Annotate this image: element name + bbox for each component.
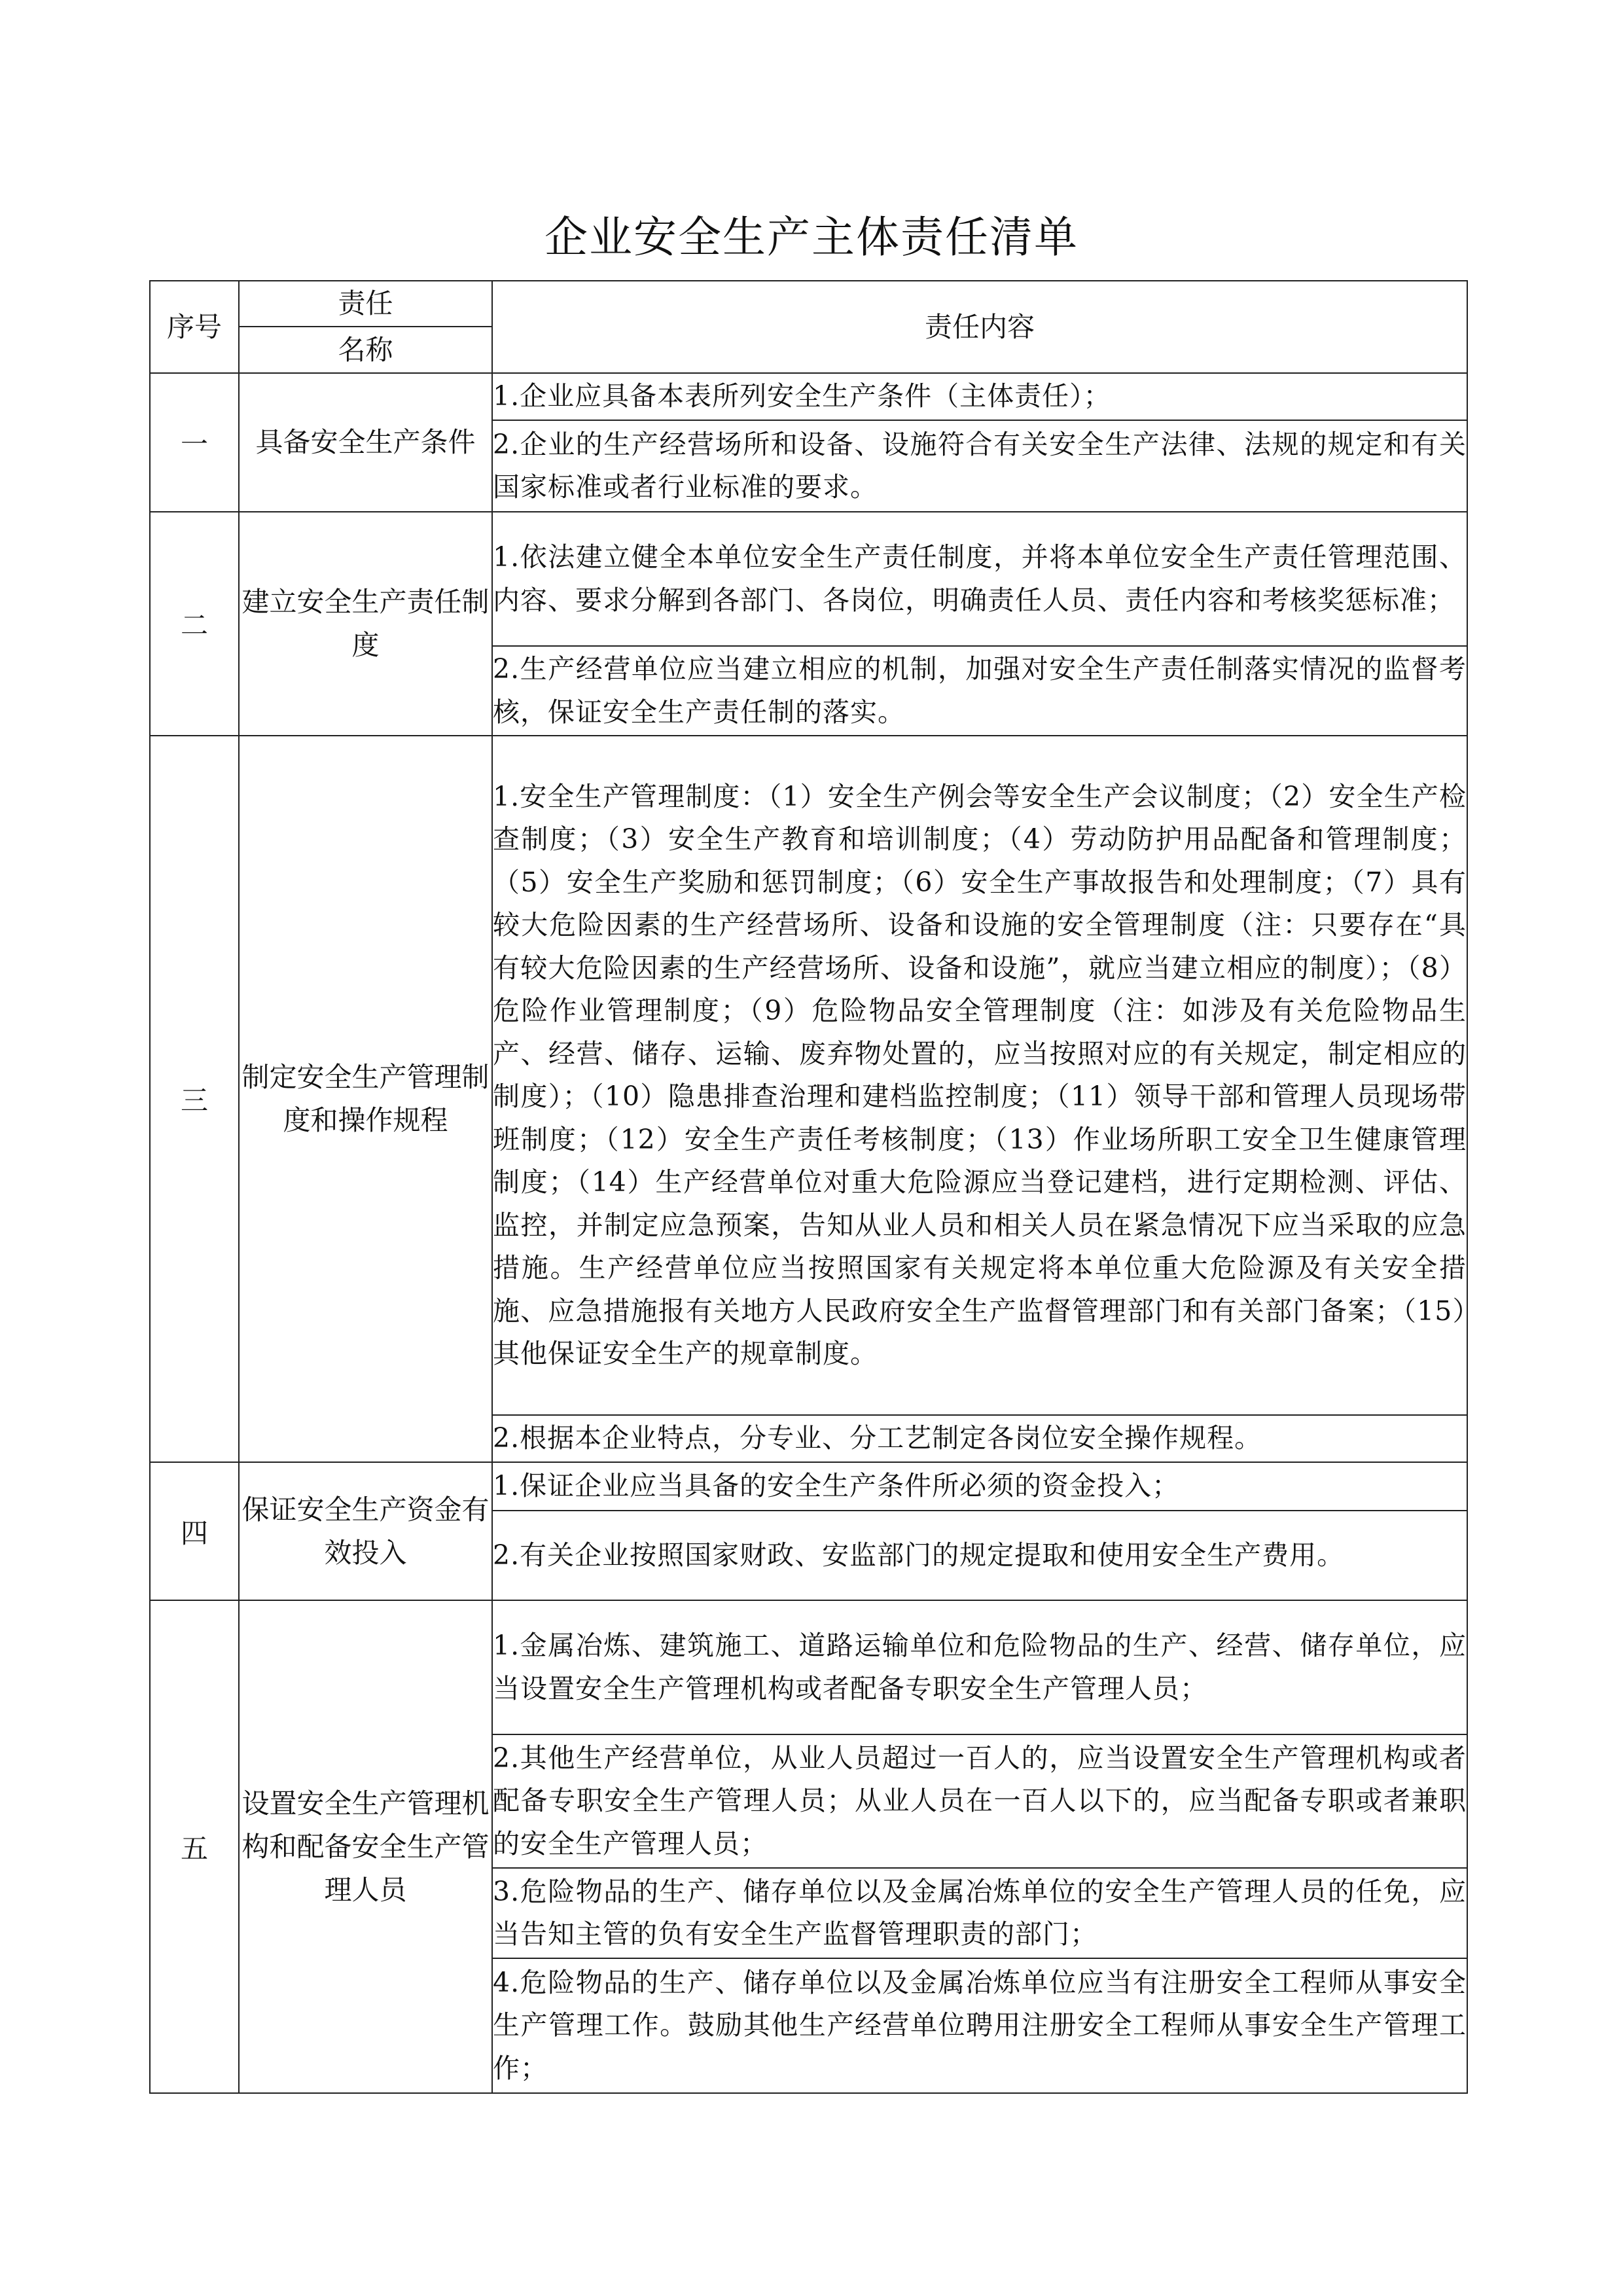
section-item: 2.其他生产经营单位，从业人员超过一百人的，应当设置安全生产管理机构或者配备专职安全生产管理人员；从业人员在一百人以下的，应当配备专职或者兼职的安全生产管理人员； — [492, 1734, 1467, 1868]
section-item: 1.金属冶炼、建筑施工、道路运输单位和危险物品的生产、经营、储存单位，应当设置安全生产管理机构或者配备专职安全生产管理人员； — [492, 1600, 1467, 1734]
responsibility-table — [149, 280, 1468, 2094]
document-title: 企业安全生产主体责任清单 — [544, 212, 1079, 262]
header-responsibility: 责任 — [239, 281, 492, 327]
section-item: 2.企业的生产经营场所和设备、设施符合有关安全生产法律、法规的规定和有关国家标准或者行业标准的要求。 — [492, 420, 1467, 512]
section-name: 保证安全生产资金有效投入 — [239, 1462, 492, 1600]
table-row — [150, 373, 1467, 420]
header-seq: 序号 — [150, 281, 239, 373]
section-item: 2.有关企业按照国家财政、安监部门的规定提取和使用安全生产费用。 — [492, 1511, 1467, 1600]
section-item: 4.危险物品的生产、储存单位以及金属冶炼单位应当有注册安全工程师从事安全生产管理工作。鼓励其他生产经营单位聘用注册安全工程师从事安全生产管理工作； — [492, 1958, 1467, 2093]
section-item: 1.安全生产管理制度：（1）安全生产例会等安全生产会议制度；（2）安全生产检查制度；（3）安全生产教育和培训制度；（4）劳动防护用品配备和管理制度；（5）安全生产奖励和惩罚制度；（6）安全生产事故报告和处理制度；（7）具有较大危险因素的生产经营场所、设备和设施的安全管理制度（注：只要存在“具有较大危险因素的生产经营场所、设备和设施”，就应当建立相应的制度）；（8）危险作业管理制度；（9）危险物品安全管理制度（注：如涉及有关危险物品生产、经营、储存、运输、废弃物处置的，应当按照对应的有关规定，制定相应的制度）；（10）隐患排查治理和建档监控制度；（11）领导干部和管理人员现场带班制度；（12）安全生产责任考核制度；（13）作业场所职工安全卫生健康管理制度；（14）生产经营单位对重大危险源应当登记建档，进行定期检测、评估、监控，并制定应急预案，告知从业人员和相关人员在紧急情况下应当采取的应急措施。生产经营单位应当按照国家有关规定将本单位重大危险源及有关安全措施、应急措施报有关地方人民政府安全生产监督管理部门和有关部门备案；（15）其他保证安全生产的规章制度。 — [492, 736, 1467, 1415]
section-item: 1.企业应具备本表所列安全生产条件（主体责任）； — [492, 373, 1467, 420]
table-header-row — [150, 281, 1467, 327]
section-item: 3.危险物品的生产、储存单位以及金属冶炼单位的安全生产管理人员的任免，应当告知主管的负有安全生产监督管理职责的部门； — [492, 1868, 1467, 1958]
section-item: 1.保证企业应当具备的安全生产条件所必须的资金投入； — [492, 1462, 1467, 1511]
section-item: 2.生产经营单位应当建立相应的机制，加强对安全生产责任制落实情况的监督考核，保证安全生产责任制的落实。 — [492, 646, 1467, 736]
section-item: 1.依法建立健全本单位安全生产责任制度，并将本单位安全生产责任管理范围、内容、要求分解到各部门、各岗位，明确责任人员、责任内容和考核奖惩标准； — [492, 512, 1467, 646]
section-number: 三 — [150, 736, 239, 1462]
section-name: 设置安全生产管理机构和配备安全生产管理人员 — [239, 1600, 492, 2093]
header-name: 名称 — [239, 327, 492, 373]
section-name: 制定安全生产管理制度和操作规程 — [239, 736, 492, 1462]
section-number: 二 — [150, 512, 239, 736]
section-number: 五 — [150, 1600, 239, 2093]
section-item: 2.根据本企业特点，分专业、分工艺制定各岗位安全操作规程。 — [492, 1415, 1467, 1462]
section-number: 一 — [150, 373, 239, 512]
section-name: 具备安全生产条件 — [239, 373, 492, 512]
section-name: 建立安全生产责任制度 — [239, 512, 492, 736]
table-row — [150, 1462, 1467, 1511]
table-row — [150, 1600, 1467, 1734]
table-row — [150, 512, 1467, 646]
header-content: 责任内容 — [492, 281, 1467, 373]
section-number: 四 — [150, 1462, 239, 1600]
table-row — [150, 736, 1467, 1415]
